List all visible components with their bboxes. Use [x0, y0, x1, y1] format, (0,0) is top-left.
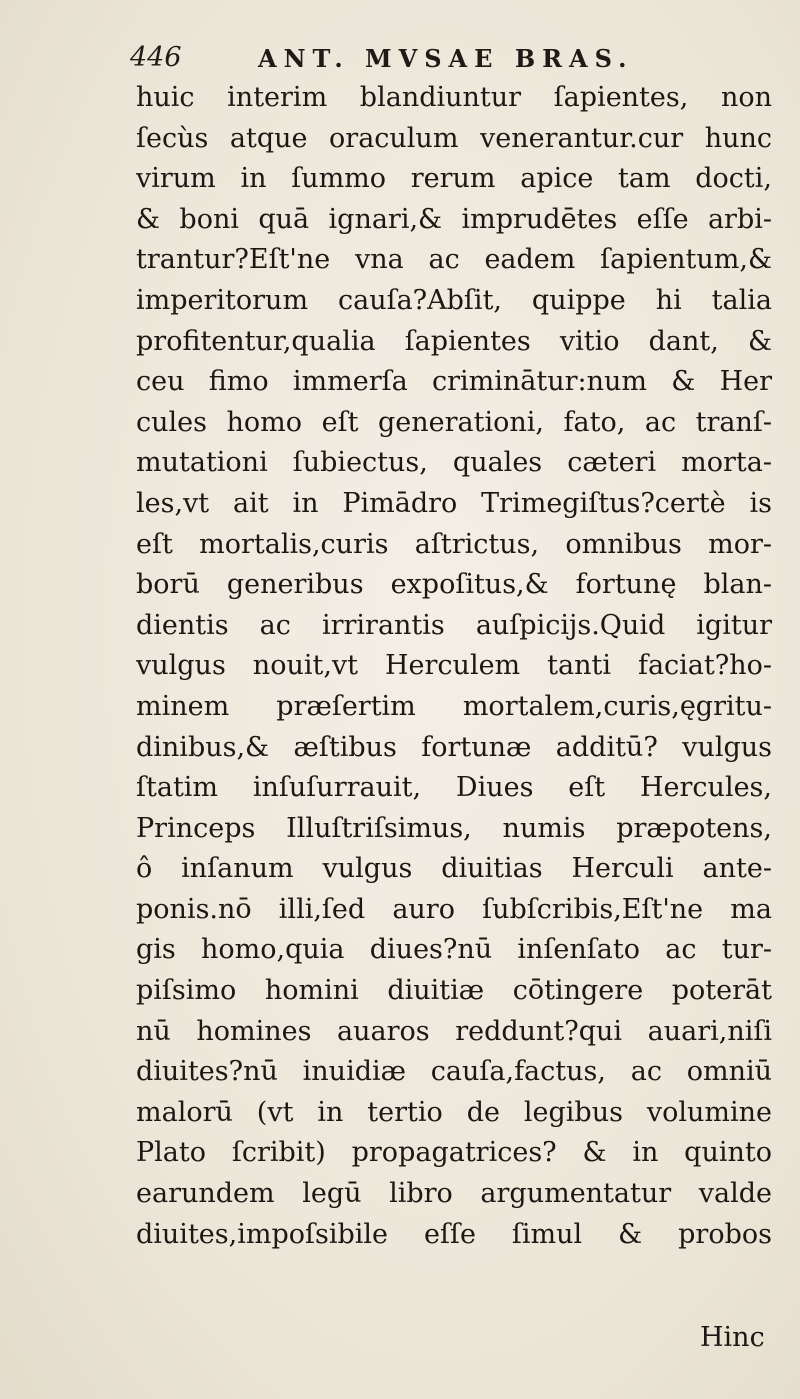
text-line: huic interim blandiuntur ſapientes, non [136, 82, 772, 113]
text-line: cules homo eſt generationi, fato, ac tranſ- [136, 406, 772, 438]
page-number: 446 [130, 42, 182, 73]
text-line: borū generibus expoſitus,& fortunę blan- [136, 569, 772, 601]
text-line: dientis ac irrirantis auſpicijs.Quid igitur [136, 609, 772, 641]
text-line: ſecùs atque oraculum venerantur.cur hunc [136, 122, 772, 154]
text-line: vulgus nouit,vt Herculem tanti faciat?ho- [136, 650, 772, 682]
text-line: dinibus,& æſtibus fortunæ additū? vulgus [136, 731, 772, 763]
text-line: earundem legū libro argumentatur valde [136, 1178, 772, 1210]
text-line: Plato ſcribit) propagatrices? & in quinto [136, 1137, 772, 1169]
text-line: imperitorum cauſa?Abſit, quippe hi talia [136, 284, 772, 316]
text-line: trantur?Eſt'ne vna ac eadem ſapientum,& [136, 244, 772, 276]
text-line: ceu fimo immerſa criminātur:num & Her [136, 366, 772, 398]
text-line: ponis.nō illi,ſed auro ſubſcribis,Eſt'ne ma [136, 893, 772, 925]
text-line: malorū (vt in tertio de legibus volumine [136, 1096, 772, 1128]
text-line: ô inſanum vulgus diuitias Herculi ante- [136, 853, 772, 885]
text-line: eſt mortalis,curis aſtrictus, omnibus mor- [136, 528, 772, 560]
text-line: mutationi ſubiectus, quales cæteri morta- [136, 447, 772, 479]
text-line: piſsimo homini diuitiæ cōtingere poterāt [136, 975, 772, 1007]
text-line: diuites,impoſsibile eſſe ſimul & probos [136, 1218, 772, 1250]
page-header [130, 36, 690, 76]
text-line: & boni quā ignari,& imprudētes eſſe arbi- [136, 203, 772, 235]
text-line: gis homo,quia diues?nū inſenſato ac tur- [136, 934, 772, 966]
text-body [136, 78, 772, 1255]
running-head: ANT. MVSAE BRAS. [258, 44, 634, 73]
text-line: diuites?nū inuidiæ cauſa,factus, ac omniū [136, 1056, 772, 1088]
text-line: ſtatim inſuſurrauit, Diues eſt Hercules, [136, 772, 772, 804]
text-line: virum in ſummo rerum apice tam docti, [136, 163, 772, 195]
catchword: Hinc [700, 1322, 765, 1353]
text-line: nū homines auaros reddunt?qui auari,niſi [136, 1015, 772, 1047]
text-line: minem præſertim mortalem,curis,ęgritu- [136, 690, 772, 722]
text-line: les,vt ait in Pimādro Trimegiſtus?certè is [136, 487, 772, 519]
text-line: profitentur,qualia ſapientes vitio dant, & [136, 325, 772, 357]
text-line: Princeps Illuſtriſsimus, numis præpotens, [136, 812, 772, 844]
